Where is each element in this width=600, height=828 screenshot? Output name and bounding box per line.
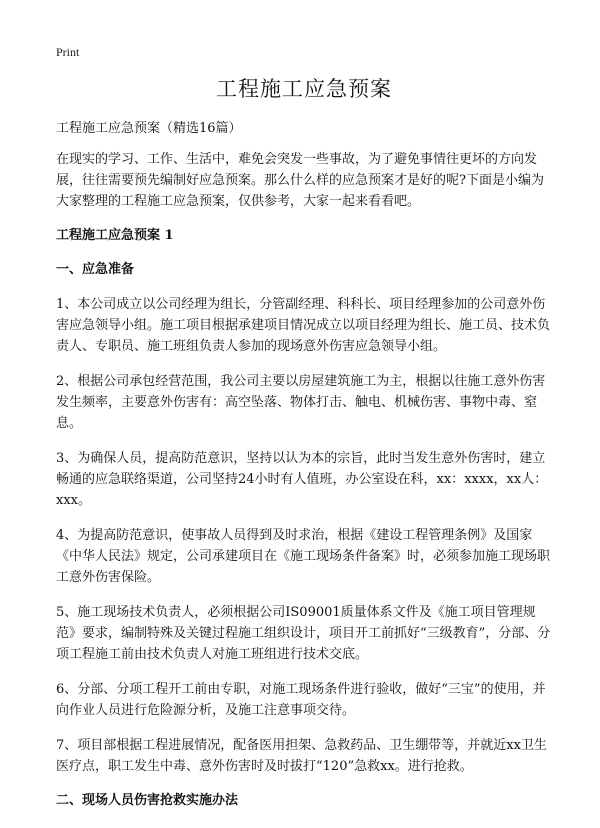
intro-paragraph: 在现实的学习、工作、生活中，难免会突发一些事故，为了避免事情往更坏的方向发展，往往需要预先编制好应急预案。那么什么样的应急预案才是好的呢?下面是小编为大家整理的工程施工应急预案，仅供参考，大家一起来看看吧。: [56, 152, 544, 209]
print-link[interactable]: Print: [56, 45, 80, 59]
part-two-heading: 二、现场人员伤害抢救实施办法: [56, 793, 239, 808]
item-paragraph-2: 2、根据公司承包经营范围，我公司主要以房屋建筑施工为主，根据以往施工意外伤害发生频率，主要意外伤害有：高空坠落、物体打击、触电、机械伤害、事物中毒、窒息。: [56, 374, 546, 431]
document-subtitle: 工程施工应急预案（精选16篇）: [56, 121, 242, 136]
item-paragraph-3: 3、为确保人员，提高防范意识，坚持以认为本的宗旨，此时当发生意外伤害时，建立畅通的应急联络渠道，公司坚持24小时有人值班，办公室设在科，xx：xxxx，xx人：xxx。: [56, 451, 548, 508]
section-heading: 工程施工应急预案 1: [56, 228, 174, 243]
document-title: 工程施工应急预案: [216, 77, 392, 101]
item-paragraph-4: 4、为提高防范意识，使事故人员得到及时求治，根据《建设工程管理条例》及国家《中华人民法》规定，公司承建项目在《施工现场条件备案》时，必须参加施工现场职工意外伤害保险。: [56, 528, 551, 585]
item-paragraph-1: 1、本公司成立以公司经理为组长，分管副经理、科科长、项目经理参加的公司意外伤害应急领导小组。施工项目根据承建项目情况成立以项目经理为组长、施工员、技术负责人、专职员、施工班组负责人参加的现场意外伤害应急领导小组。: [56, 297, 551, 354]
item-paragraph-5: 5、施工现场技术负责人，必须根据公司IS09001质量体系文件及《施工项目管理规范》要求，编制特殊及关键过程施工组织设计，项目开工前抓好“三级教育”，分部、分项工程施工前由技术负责人对施工班组进行技术交底。: [56, 605, 551, 662]
item-paragraph-6: 6、分部、分项工程开工前由专职，对施工现场条件进行验收，做好“三宝”的使用，并向作业人员进行危险源分析，及施工注意事项交待。: [56, 682, 546, 718]
part-one-heading: 一、应急准备: [56, 262, 135, 277]
item-paragraph-7: 7、项目部根据工程进展情况，配备医用担架、急救药品、卫生绷带等，并就近xx卫生医疗点，职工发生中毒、意外伤害时及时拔打“120”急救xx。进行抢救。: [56, 738, 547, 774]
